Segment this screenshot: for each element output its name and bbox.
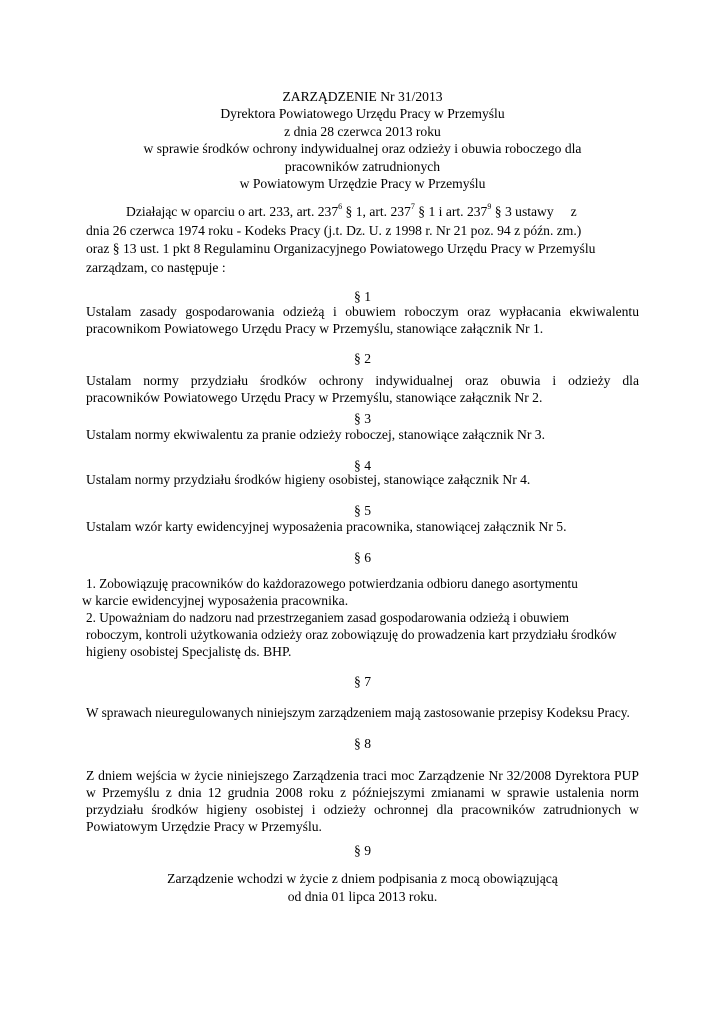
section-line: przydziału środków higieny osobistej i odzieży ochronnej dla pracowników zatrudnionych w [86, 802, 639, 817]
legal-basis-line: oraz § 13 ust. 1 pkt 8 Regulaminu Organizacyjnego Powiatowego Urzędu Pracy w Przemyślu [86, 241, 596, 257]
section-line: w karcie ewidencyjnej wyposażenia pracownika. [82, 593, 349, 608]
document-subject-line: w sprawie środków ochrony indywidualnej oraz odzieży i obuwia roboczego dla [143, 141, 582, 157]
section-4-body [86, 471, 639, 488]
section-heading-2: § 2 [354, 351, 371, 366]
section-1-body [86, 303, 639, 337]
section-8-body [86, 767, 639, 835]
section-line: 1. Zobowiązuję pracowników do każdorazowego potwierdzania odbioru danego asortymentu [86, 576, 578, 591]
section-line: higieny osobistej Specjalistę ds. BHP. [86, 644, 292, 659]
section-line: Ustalam normy ekwiwalentu za pranie odzieży roboczej, stanowiące załącznik Nr 3. [86, 427, 545, 442]
closing-line: od dnia 01 lipca 2013 roku. [287, 889, 438, 904]
closing-clause [70, 870, 655, 906]
document-header [70, 88, 655, 192]
section-line: pracowników Powiatowego Urzędu Pracy w Przemyślu, stanowiące załącznik Nr 2. [86, 390, 543, 405]
section-7-body [86, 704, 639, 721]
legal-basis-line: dnia 26 czerwca 1974 roku - Kodeks Pracy (j.t. Dz. U. z 1998 r. Nr 21 poz. 94 z późn. zm.) [86, 222, 582, 238]
section-heading-8: § 8 [354, 736, 371, 751]
section-line: pracownikom Powiatowego Urzędu Pracy w Przemyślu, stanowiące załącznik Nr 1. [86, 321, 544, 336]
section-heading-1: § 1 [354, 289, 371, 304]
section-heading-6: § 6 [354, 550, 371, 565]
section-5-body [86, 518, 639, 535]
section-line: Ustalam zasady gospodarowania odzieżą i obuwiem roboczym oraz wypłacania ekwiwalentu [86, 304, 639, 319]
document-subject-line: pracowników zatrudnionych [284, 158, 441, 174]
section-heading-7: § 7 [354, 674, 371, 689]
section-line: 2. Upoważniam do nadzoru nad przestrzeganiem zasad gospodarowania odzieżą i obuwiem [86, 610, 569, 625]
article-superscript: 9 [487, 202, 492, 212]
section-heading-5: § 5 [354, 503, 371, 518]
section-line: Powiatowym Urzędzie Pracy w Przemyślu. [86, 819, 322, 834]
section-heading-4: § 4 [354, 458, 371, 473]
legal-basis-line: zarządzam, co następuje : [86, 259, 226, 275]
document-subject-line: w Powiatowym Urzędzie Pracy w Przemyślu [239, 175, 486, 191]
section-line: w Przemyślu z dnia 12 grudnia 2008 roku z późniejszymi zmianami w sprawie ustalenia norm [86, 785, 639, 800]
legal-basis-paragraph [86, 203, 641, 277]
section-line: Ustalam wzór karty ewidencyjnej wyposażenia pracownika, stanowiącej załącznik Nr 5. [86, 519, 567, 534]
article-superscript: 6 [338, 202, 343, 212]
section-heading-9: § 9 [354, 843, 371, 858]
section-line: Ustalam normy przydziału środków higieny osobistej, stanowiące załącznik Nr 4. [86, 472, 531, 487]
section-line: W sprawach nieuregulowanych niniejszym zarządzeniem mają zastosowanie przepisy Kodeksu Pracy. [86, 705, 630, 720]
legal-basis-line: Działając w oparciu o art. 233, art. $237^6$ § 1, art. $237^7$ § 1 i art. $237^9$ § 3 ustawy z [126, 202, 577, 219]
section-line: roboczym, kontroli użytkowania odzieży oraz zobowiązuję do prowadzenia kart przydziału środków [86, 627, 617, 642]
closing-line: Zarządzenie wchodzi w życie z dniem podpisania z mocą obowiązującą [167, 871, 558, 886]
section-6-body [82, 575, 639, 660]
section-heading-3: § 3 [354, 411, 371, 426]
document-title: ZARZĄDZENIE Nr 31/2013 [282, 89, 443, 104]
section-line: Z dniem wejścia w życie niniejszego Zarządzenia traci moc Zarządzenie Nr 32/2008 Dyrektora PUP [86, 768, 639, 783]
section-2-body [86, 372, 639, 406]
document-issuer: Dyrektora Powiatowego Urzędu Pracy w Przemyślu [220, 106, 505, 122]
section-line: Ustalam normy przydziału środków ochrony indywidualnej oraz obuwia i odzieży dla [86, 373, 639, 388]
article-superscript: 7 [410, 202, 415, 212]
document-date: z dnia 28 czerwca 2013 roku [284, 123, 441, 139]
section-3-body [86, 426, 639, 443]
